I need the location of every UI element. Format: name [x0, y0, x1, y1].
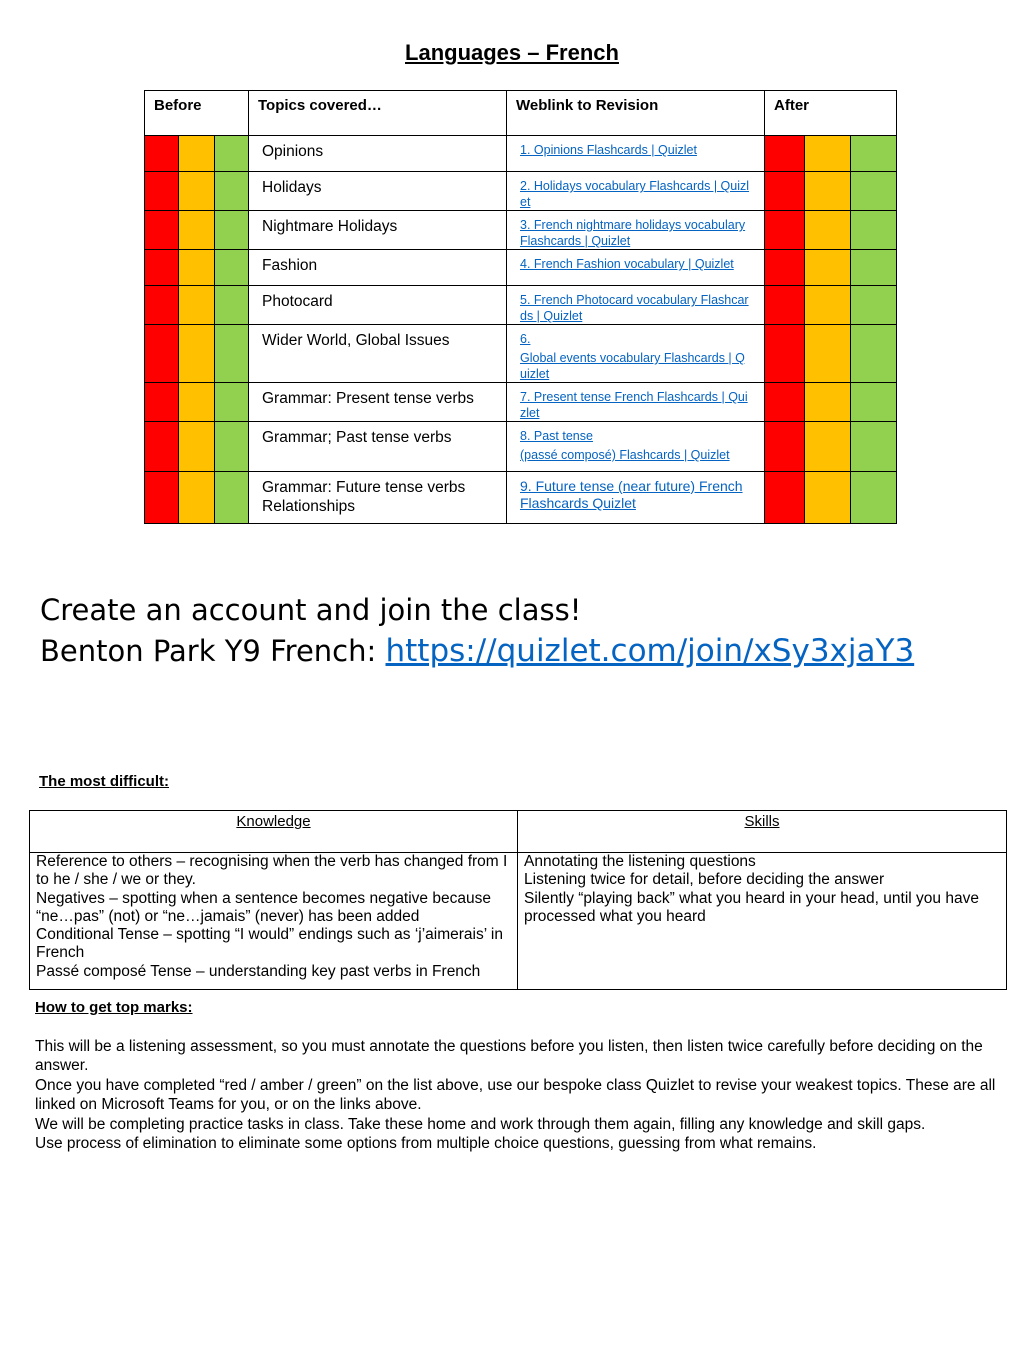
before-green-cell[interactable]: [215, 325, 249, 383]
topic-cell: Fashion: [249, 250, 507, 286]
quizlet-link[interactable]: 3. French nightmare holidays vocabulary Flashcards | Quizlet: [520, 218, 746, 248]
before-amber-cell[interactable]: [179, 136, 215, 172]
knowledge-item: Negatives – spotting when a sentence becomes negative because “ne…pas” (not) or “ne…jamais” (never) has been added: [36, 889, 491, 925]
quizlet-link[interactable]: 8. Past tense: [520, 429, 593, 443]
skills-header: Skills: [518, 811, 1007, 853]
topic-cell: Holidays: [249, 172, 507, 211]
top-marks-paragraph: Once you have completed “red / amber / green” on the list above, use our bespoke class Quizlet to revise your weakest topics. These are all linked on Microsoft Teams for you, or on the links above.: [35, 1076, 996, 1113]
quizlet-link[interactable]: (passé composé) Flashcards | Quizlet: [520, 448, 730, 462]
join-heading: Create an account and join the class!: [40, 593, 582, 627]
weblink-header: Weblink to Revision: [507, 91, 765, 136]
before-amber-cell[interactable]: [179, 383, 215, 422]
ks-header-row: [30, 811, 1007, 853]
before-red-cell[interactable]: [145, 250, 179, 286]
table-row: [145, 472, 897, 524]
after-amber-cell[interactable]: [805, 472, 851, 524]
before-amber-cell[interactable]: [179, 211, 215, 250]
top-marks-section: [35, 998, 1010, 1154]
table-row: [145, 325, 897, 383]
after-header: After: [765, 91, 897, 136]
quizlet-link[interactable]: 4. French Fashion vocabulary | Quizlet: [520, 257, 734, 271]
after-red-cell[interactable]: [765, 136, 805, 172]
after-green-cell[interactable]: [851, 325, 897, 383]
class-name: Benton Park Y9 French:: [40, 634, 386, 668]
table-row: [145, 172, 897, 211]
after-amber-cell[interactable]: [805, 211, 851, 250]
before-green-cell[interactable]: [215, 422, 249, 472]
after-green-cell[interactable]: [851, 422, 897, 472]
knowledge-cell: [30, 853, 518, 990]
after-amber-cell[interactable]: [805, 172, 851, 211]
before-amber-cell[interactable]: [179, 472, 215, 524]
skill-item: Annotating the listening questions: [524, 853, 756, 870]
quizlet-link[interactable]: 5. French Photocard vocabulary Flashcards | Quizlet: [520, 293, 749, 323]
join-class-section: [40, 590, 914, 672]
table-row: [145, 286, 897, 325]
rag-header-row: [145, 91, 897, 136]
before-green-cell[interactable]: [215, 136, 249, 172]
after-amber-cell[interactable]: [805, 250, 851, 286]
weblink-cell: [507, 383, 765, 422]
after-green-cell[interactable]: [851, 136, 897, 172]
weblink-cell: [507, 422, 765, 472]
quizlet-link[interactable]: 1. Opinions Flashcards | Quizlet: [520, 143, 697, 157]
before-red-cell[interactable]: [145, 325, 179, 383]
page-title: Languages – French: [405, 40, 619, 65]
knowledge-item: Passé composé Tense – understanding key past verbs in French: [36, 962, 481, 980]
after-amber-cell[interactable]: [805, 422, 851, 472]
table-row: [145, 136, 897, 172]
topic-cell: Grammar; Past tense verbs: [249, 422, 507, 472]
topic-cell: Nightmare Holidays: [249, 211, 507, 250]
topic-cell: Grammar: Present tense verbs: [249, 383, 507, 422]
before-green-cell[interactable]: [215, 286, 249, 325]
after-red-cell[interactable]: [765, 250, 805, 286]
before-amber-cell[interactable]: [179, 422, 215, 472]
join-line: [40, 631, 914, 672]
weblink-cell: [507, 172, 765, 211]
top-marks-paragraph: We will be completing practice tasks in class. Take these home and work through them again, filling any knowledge and skill gaps.: [35, 1115, 926, 1133]
table-row: [145, 422, 897, 472]
rag-table: [144, 90, 897, 524]
before-amber-cell[interactable]: [179, 325, 215, 383]
most-difficult-heading: The most difficult:: [39, 773, 169, 790]
skill-item: Listening twice for detail, before deciding the answer: [524, 871, 885, 889]
before-green-cell[interactable]: [215, 383, 249, 422]
skills-cell: [518, 853, 1007, 990]
table-row: [145, 211, 897, 250]
after-red-cell[interactable]: [765, 325, 805, 383]
after-green-cell[interactable]: [851, 172, 897, 211]
knowledge-skills-table: [29, 810, 1007, 990]
knowledge-item: Conditional Tense – spotting “I would” endings such as ‘j’aimerais’ in French: [36, 926, 503, 962]
quizlet-link[interactable]: 6.: [520, 332, 531, 346]
after-amber-cell[interactable]: [805, 286, 851, 325]
top-marks-heading: How to get top marks:: [35, 999, 193, 1016]
quizlet-link[interactable]: Global events vocabulary Flashcards | Quizlet: [520, 351, 745, 381]
after-green-cell[interactable]: [851, 286, 897, 325]
before-green-cell[interactable]: [215, 250, 249, 286]
after-red-cell[interactable]: [765, 172, 805, 211]
knowledge-header: Knowledge: [30, 811, 518, 853]
after-red-cell[interactable]: [765, 422, 805, 472]
after-green-cell[interactable]: [851, 211, 897, 250]
topic-cell: Photocard: [249, 286, 507, 325]
after-red-cell[interactable]: [765, 286, 805, 325]
ks-content-row: [30, 853, 1007, 990]
before-red-cell[interactable]: [145, 422, 179, 472]
top-marks-paragraph: This will be a listening assessment, so you must annotate the questions before you listen, then listen twice carefully before deciding on the answer.: [35, 1037, 983, 1074]
topic-line: Relationships: [262, 498, 356, 515]
weblink-cell: [507, 211, 765, 250]
knowledge-item: Reference to others – recognising when the verb has changed from I to he / she / we or they.: [36, 853, 508, 889]
before-green-cell[interactable]: [215, 472, 249, 524]
quizlet-link[interactable]: 2. Holidays vocabulary Flashcards | Quizlet: [520, 179, 750, 209]
before-header: Before: [145, 91, 249, 136]
top-marks-paragraph: Use process of elimination to eliminate some options from multiple choice questions, guessing from what remains.: [35, 1135, 817, 1152]
weblink-cell: [507, 286, 765, 325]
after-green-cell[interactable]: [851, 250, 897, 286]
before-red-cell[interactable]: [145, 172, 179, 211]
weblink-cell: [507, 472, 765, 524]
before-amber-cell[interactable]: [179, 250, 215, 286]
before-red-cell[interactable]: [145, 383, 179, 422]
before-red-cell[interactable]: [145, 472, 179, 524]
topic-line: Grammar: Future tense verbs: [262, 479, 466, 496]
quizlet-link[interactable]: 7. Present tense French Flashcards | Quizlet: [520, 390, 748, 420]
after-red-cell[interactable]: [765, 383, 805, 422]
before-green-cell[interactable]: [215, 211, 249, 250]
before-green-cell[interactable]: [215, 172, 249, 211]
before-amber-cell[interactable]: [179, 172, 215, 211]
weblink-cell: [507, 136, 765, 172]
before-red-cell[interactable]: [145, 136, 179, 172]
before-red-cell[interactable]: [145, 286, 179, 325]
after-red-cell[interactable]: [765, 211, 805, 250]
quizlet-link[interactable]: 9. Future tense (near future) French Flashcards Quizlet: [520, 478, 743, 511]
table-row: [145, 250, 897, 286]
before-amber-cell[interactable]: [179, 286, 215, 325]
topic-cell: [249, 472, 507, 524]
after-amber-cell[interactable]: [805, 325, 851, 383]
skill-item: Silently “playing back” what you heard in your head, until you have processed what you heard: [524, 889, 979, 925]
before-red-cell[interactable]: [145, 211, 179, 250]
topic-cell: Opinions: [249, 136, 507, 172]
weblink-cell: [507, 325, 765, 383]
after-green-cell[interactable]: [851, 383, 897, 422]
join-class-link[interactable]: https://quizlet.com/join/xSy3xjaY3: [385, 633, 915, 669]
after-amber-cell[interactable]: [805, 383, 851, 422]
after-amber-cell[interactable]: [805, 136, 851, 172]
after-red-cell[interactable]: [765, 472, 805, 524]
topics-header: Topics covered…: [249, 91, 507, 136]
weblink-cell: [507, 250, 765, 286]
topic-cell: Wider World, Global Issues: [249, 325, 507, 383]
after-green-cell[interactable]: [851, 472, 897, 524]
table-row: [145, 383, 897, 422]
